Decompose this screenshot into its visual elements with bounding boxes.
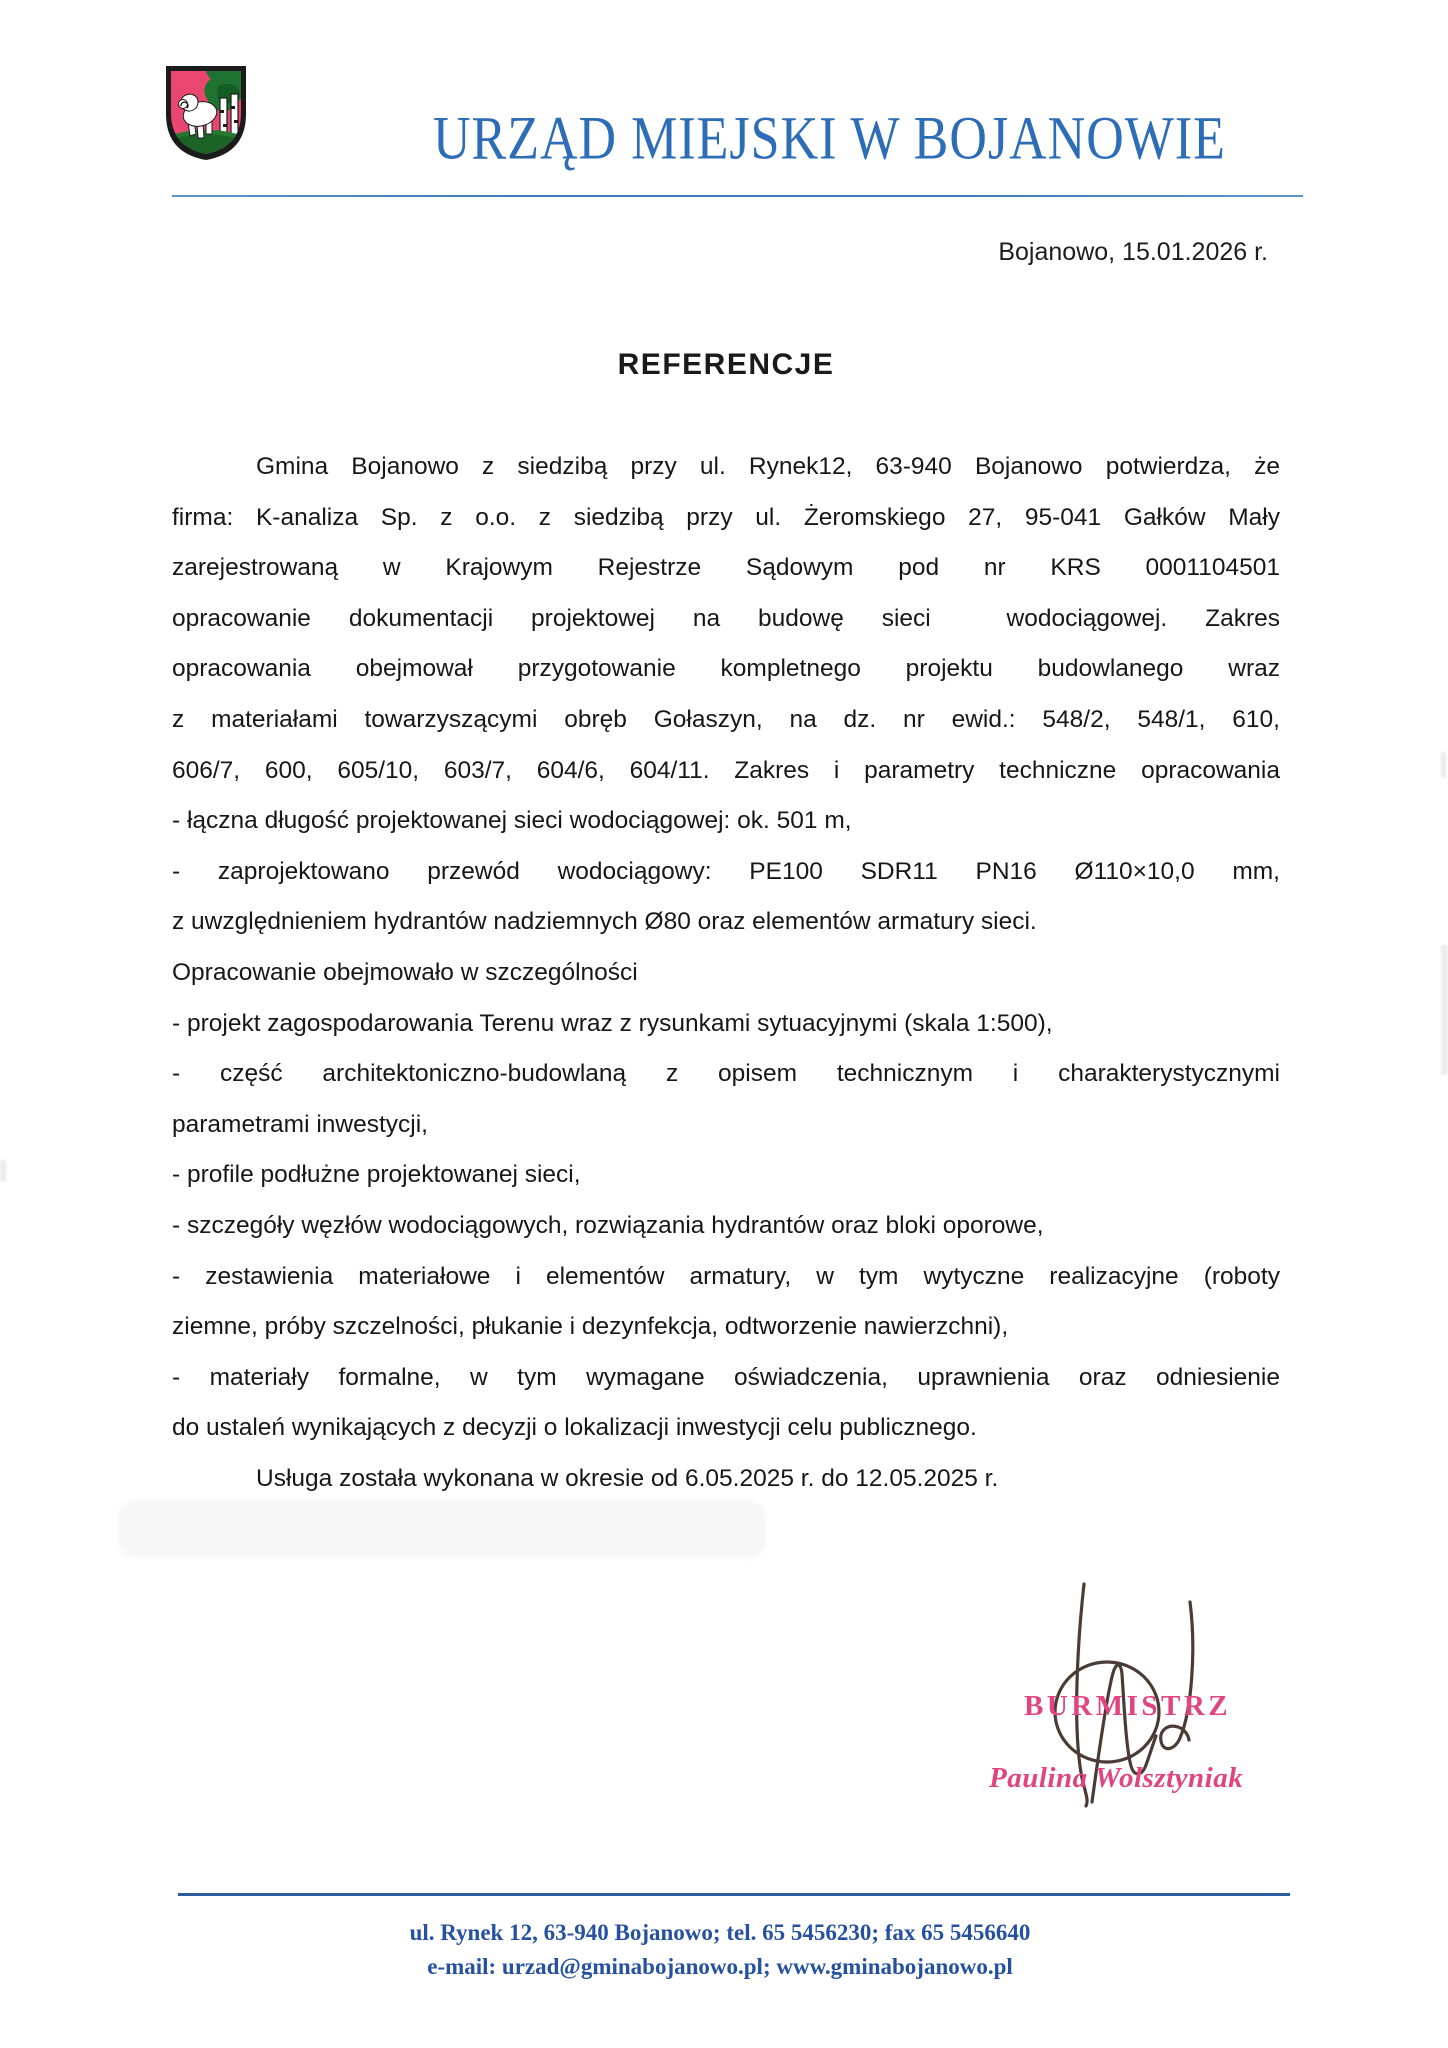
bojanowo-coat-of-arms-icon [160, 62, 252, 163]
body-line: - łączna długość projektowanej sieci wodociągowej: ok. 501 m, [172, 807, 852, 835]
body-line: - zaprojektowano przewód wodociągowy: PE100 SDR11 PN16 Ø110×10,0 mm, [172, 857, 1280, 885]
body-line: zarejestrowaną w Krajowym Rejestrze Sądowym pod nr KRS 0001104501 [172, 554, 1280, 582]
page-title: URZĄD MIEJSKI W BOJANOWIE [433, 105, 1226, 173]
footer-divider [178, 1893, 1290, 1896]
letter-date: Bojanowo, 15.01.2026 r. [998, 238, 1268, 266]
body-line: opracowania obejmował przygotowanie kompletnego projektu budowlanego wraz [172, 655, 1280, 683]
body-line: z uwzględnieniem hydrantów nadziemnych Ø80 oraz elementów armatury sieci. [172, 908, 1037, 936]
scan-edge-artifact [0, 1160, 6, 1182]
body-line: Usługa została wykonana w okresie od 6.05.2025 r. do 12.05.2025 r. [256, 1464, 999, 1492]
footer-email-web: e-mail: urzad@gminabojanowo.pl; www.gminabojanowo.pl [427, 1954, 1013, 1979]
body-line: opracowanie dokumentacji projektowej na budowę sieci wodociągowej. Zakres [172, 604, 1280, 632]
scan-artifact-band [118, 1500, 766, 1558]
stamp-role-text: BURMISTRZ [1024, 1690, 1232, 1722]
body-line: - część architektoniczno-budowlaną z opisem technicznym i charakterystycznymi [172, 1060, 1280, 1088]
body-line: Opracowanie obejmowało w szczególności [172, 958, 638, 986]
body-line: - materiały formalne, w tym wymagane oświadczenia, uprawnienia oraz odniesienie [172, 1363, 1280, 1391]
scan-edge-artifact [1441, 945, 1448, 1075]
document-title: REFERENCJE [617, 348, 835, 381]
footer-contact [172, 1916, 1268, 1984]
body-line: Gmina Bojanowo z siedzibą przy ul. Rynek12, 63-940 Bojanowo potwierdza, że [256, 453, 1280, 480]
body-line: parametrami inwestycji, [172, 1110, 428, 1138]
body-line: - szczegóły węzłów wodociągowych, rozwiązania hydrantów oraz bloki oporowe, [172, 1211, 1044, 1239]
body-line: - profile podłużne projektowanej sieci, [172, 1161, 581, 1189]
footer-address-phone: ul. Rynek 12, 63-940 Bojanowo; tel. 65 5456230; fax 65 5456640 [409, 1920, 1031, 1945]
body-line: 606/7, 600, 605/10, 603/7, 604/6, 604/11. Zakres i parametry techniczne opracowania [172, 756, 1280, 784]
scan-edge-artifact [1441, 752, 1446, 778]
body-line: - zestawienia materiałowe i elementów armatury, w tym wytyczne realizacyjne (roboty [172, 1262, 1280, 1290]
body-line: do ustaleń wynikających z decyzji o lokalizacji inwestycji celu publicznego. [172, 1414, 977, 1442]
body-line: - projekt zagospodarowania Terenu wraz z rysunkami sytuacyjnymi (skala 1:500), [172, 1009, 1053, 1037]
header-divider [172, 195, 1303, 197]
letter-body [172, 442, 1280, 1504]
body-line: z materiałami towarzyszącymi obręb Gołaszyn, na dz. nr ewid.: 548/2, 548/1, 610, [172, 705, 1280, 733]
body-line: ziemne, próby szczelności, płukanie i dezynfekcja, odtworzenie nawierzchni), [172, 1313, 1009, 1341]
body-line: firma: K-analiza Sp. z o.o. z siedzibą przy ul. Żeromskiego 27, 95-041 Gałków Mały [172, 503, 1280, 531]
stamp-name-text: Paulina Wolsztyniak [989, 1762, 1244, 1794]
